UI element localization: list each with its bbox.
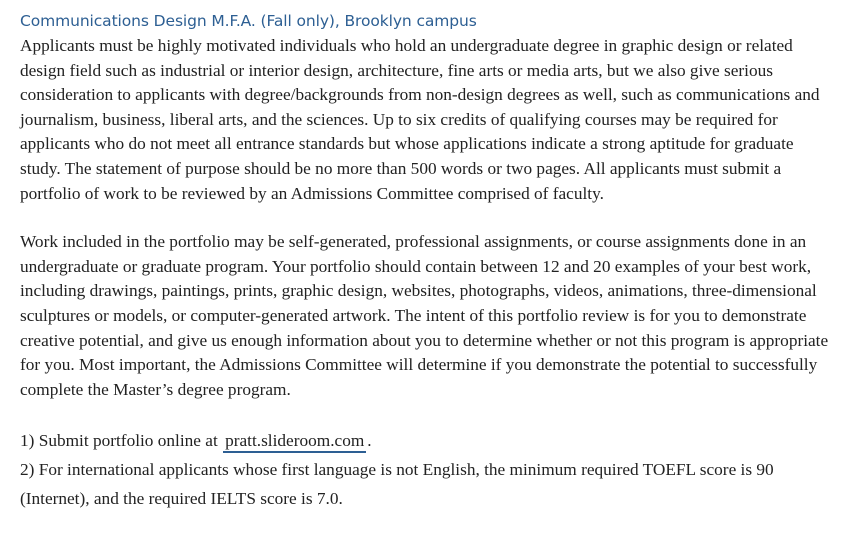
program-heading: Communications Design M.F.A. (Fall only), Brooklyn campus — [20, 12, 477, 30]
slideroom-link[interactable]: pratt.slideroom.com — [223, 431, 366, 453]
step-2: 2) For international applicants whose first language is not English, the minimum required TOEFL score is 90 (Internet), and the required IELTS score is 7.0. — [20, 460, 774, 509]
submission-steps — [20, 426, 835, 513]
requirements-paragraph: Applicants must be highly motivated individuals who hold an undergraduate degree in graphic design or related design field such as industrial or interior design, architecture, fine arts or media arts, but we also give serious consideration to applicants with degree/backgrounds from non-design degrees as well, such as communications and journalism, business, liberal arts, and the sciences. Up to six credits of qualifying courses may be required for applicants who do not meet all entrance standards but whose applications indicate a strong aptitude for graduate study. The statement of purpose should be no more than 500 words or two pages. All applicants must submit a portfolio of work to be reviewed by an Admissions Committee comprised of faculty. — [20, 36, 820, 203]
step-1-period: . — [367, 431, 372, 451]
step-1 — [20, 426, 835, 455]
portfolio-paragraph: Work included in the portfolio may be self-generated, professional assignments, or course assignments done in an undergraduate or graduate program. Your portfolio should contain between 12 and 20 examples of your best work, including drawings, paintings, prints, graphic design, websites, photographs, videos, animations, three-dimensional sculptures or models, or computer-generated artwork. The intent of this portfolio review is for you to demonstrate creative potential, and give us enough information about you to determine whether or not this program is appropriate for you. Most important, the Admissions Committee will determine if you demonstrate the potential to successfully complete the Master’s degree program. — [20, 232, 829, 399]
admissions-content — [20, 9, 835, 513]
step-1-text: 1) Submit portfolio online at — [20, 431, 218, 451]
